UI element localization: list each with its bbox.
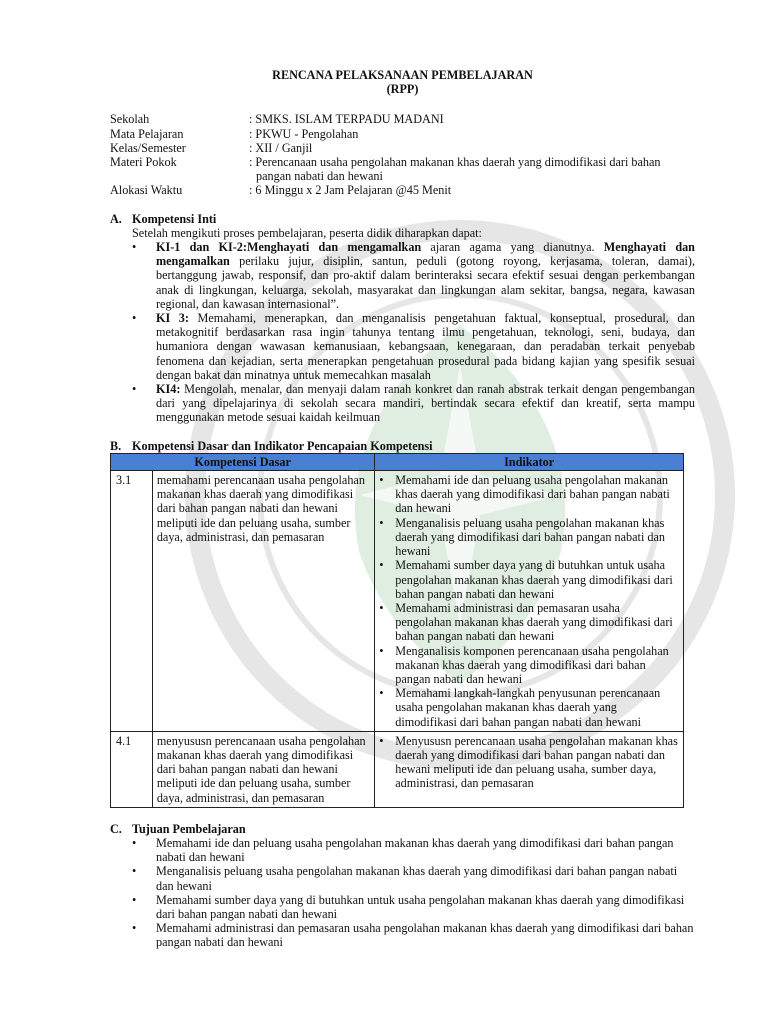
info-value: : 6 Minggu x 2 Jam Pelajaran @45 Menit xyxy=(249,183,452,198)
section-title: Kompetensi Inti xyxy=(132,211,217,226)
info-value: : PKWU - Pengolahan xyxy=(249,126,359,141)
section-b-heading xyxy=(110,439,695,453)
ki-list xyxy=(110,240,695,425)
table-header-row xyxy=(111,453,684,470)
section-letter: B. xyxy=(110,438,122,453)
kd-text: memahami perencanaan usaha pengolahan makanan khas daerah yang dimodifikasi dari bahan pangan nabati dan hewani meliputi ide dan peluang usaha, sumber daya, administrasi, dan pemasaran xyxy=(152,471,374,732)
bullet-icon: • xyxy=(132,311,137,326)
ki-lead: KI 3: xyxy=(156,311,189,326)
indicator-text: Memahami sumber daya yang di butuhkan untuk usaha pengolahan makanan khas daerah yang dimodifikasi dari bahan pangan nabati dan hewani xyxy=(395,558,673,601)
list-item xyxy=(379,644,679,687)
objective-text: Memahami ide dan peluang usaha pengolahan makanan khas daerah yang dimodifikasi dari bahan pangan nabati dan hewani xyxy=(156,835,674,865)
section-title: Tujuan Pembelajaran xyxy=(132,821,246,836)
info-key: Sekolah xyxy=(110,112,150,127)
list-item xyxy=(379,601,679,644)
objective-text: Memahami sumber daya yang di butuhkan untuk usaha pengolahan makanan khas daerah yang dimodifikasi dari bahan pangan nabati dan hewani xyxy=(156,892,685,921)
section-title: Kompetensi Dasar dan Indikator Pencapaian Kompetensi xyxy=(132,438,433,453)
indicator-text: Memahami ide dan peluang usaha pengolahan makanan khas daerah yang dimodifikasi dari bahan pangan nabati dan hewani xyxy=(395,473,670,516)
info-row xyxy=(110,127,695,141)
info-value: : XII / Ganjil xyxy=(249,140,313,155)
document-subtitle: (RPP) xyxy=(386,82,419,97)
list-item xyxy=(132,382,695,425)
info-key: Materi Pokok xyxy=(110,155,177,170)
bullet-icon: • xyxy=(132,892,137,907)
indicator-list xyxy=(379,473,679,729)
list-item xyxy=(132,311,695,382)
indicator-text: Memahami administrasi dan pemasaran usaha pengolahan makanan khas daerah yang dimodifikasi dari bahan pangan nabati dan hewani xyxy=(395,600,673,644)
identity-block xyxy=(110,112,695,197)
section-a-heading xyxy=(110,212,695,226)
indicator-list xyxy=(379,734,679,791)
bullet-icon: • xyxy=(379,733,384,748)
section-c-heading xyxy=(110,822,695,836)
list-item xyxy=(132,864,695,892)
indicator-text: Menyususn perencanaan usaha pengolahan makanan khas daerah yang dimodifikasi dari bahan pangan nabati dan hewani meliputi ide dan peluang usaha, sumber daya, administrasi, dan pemasaran xyxy=(395,733,678,791)
list-item xyxy=(132,921,695,949)
bullet-icon: • xyxy=(379,686,384,701)
info-key: Mata Pelajaran xyxy=(110,126,184,141)
indicator-text: Menganalisis peluang usaha pengolahan makanan khas daerah yang dimodifikasi dari bahan pangan nabati dan hewani xyxy=(395,515,665,559)
objective-text: Memahami administrasi dan pemasaran usaha pengolahan makanan khas daerah yang dimodifikasi dari bahan pangan nabati dan hewani xyxy=(156,921,694,950)
indicator-cell xyxy=(375,471,684,732)
objective-list xyxy=(110,836,695,950)
competency-table xyxy=(110,453,684,808)
info-key: Kelas/Semester xyxy=(110,140,186,155)
info-value: : Perencanaan usaha pengolahan makanan khas daerah yang dimodifikasi dari bahan pangan nabati dan hewani xyxy=(249,155,661,184)
info-key: Alokasi Waktu xyxy=(110,183,183,198)
ki-text: Mengolah, menalar, dan menyaji dalam ranah konkret dan ranah abstrak terkait dengan pengembangan dari yang dipelajarinya di sekolah secara mandiri, bertindak secara efektif dan kreatif, serta mampu menggunakan metode sesuai kaidah keilmuan xyxy=(156,382,695,425)
bullet-icon: • xyxy=(379,643,384,658)
ki-emphasis: Menghayati dan mengamalkan xyxy=(156,240,695,269)
section-letter: A. xyxy=(110,211,122,226)
ki-text: ajaran agama yang dianutnya. xyxy=(421,240,604,255)
ki-text: Memahami, menerapkan, dan menganalisis pengetahuan faktual, konseptual, prosedural, dan metakognitif berdasarkan rasa ingin tahunya tentang ilmu pengetahuan, teknologi, seni, budaya, dan humaniora dengan wawasan kemanusiaan, kebangsaan, kenegaraan, dan peradaban terkait penyebab fenomena dan kejadian, serta menerapkan pengetahuan prosedural pada bidang kajian yang spesifik sesuai dengan bakat dan minatnya untuk memecahkan masalah xyxy=(156,311,695,382)
bullet-icon: • xyxy=(132,382,137,397)
info-value: : SMKS. ISLAM TERPADU MADANI xyxy=(249,112,444,127)
list-item xyxy=(379,734,679,791)
list-item xyxy=(379,473,679,516)
indicator-text: Menganalisis komponen perencanaan usaha pengolahan makanan khas daerah yang dimodifikasi dari bahan pangan nabati dan hewani xyxy=(395,643,669,686)
document-body xyxy=(110,68,695,950)
ki-lead: KI4: xyxy=(156,382,181,397)
section-letter: C. xyxy=(110,821,122,836)
table-row xyxy=(111,471,684,732)
kd-number: 3.1 xyxy=(111,471,153,732)
document-title: RENCANA PELAKSANAAN PEMBELAJARAN xyxy=(272,68,533,82)
info-row xyxy=(110,141,695,155)
list-item xyxy=(132,836,695,864)
table-row xyxy=(111,731,684,807)
kd-number: 4.1 xyxy=(111,731,153,807)
section-a-intro: Setelah mengikuti proses pembelajaran, peserta didik diharapkan dapat: xyxy=(132,225,482,240)
info-row xyxy=(110,183,695,197)
indicator-cell xyxy=(375,731,684,807)
bullet-icon: • xyxy=(132,835,137,850)
list-item xyxy=(379,516,679,559)
ki-lead: KI-1 dan KI-2:Menghayati dan mengamalkan xyxy=(156,240,422,255)
kd-text: menyususn perencanaan usaha pengolahan makanan khas daerah yang dimodifikasi dari bahan pangan nabati dan hewani meliputi ide dan peluang usaha, sumber daya, administrasi, dan pemasaran xyxy=(152,731,374,807)
list-item xyxy=(132,240,695,311)
bullet-icon: • xyxy=(379,515,384,530)
ki-text: perilaku jujur, disiplin, santun, peduli (gotong royong, kerjasama, toleran, damai), bertanggung jawab, responsif, dan pro-aktif dalam berinteraksi secara efektif sesuai dengan perkembangan anak di lingkungan, keluarga, sekolah, masyarakat dan lingkungan alam sekitar, bangsa, negara, kawasan regional, dan kawasan internasional”. xyxy=(156,254,695,311)
bullet-icon: • xyxy=(132,864,137,879)
list-item xyxy=(379,558,679,601)
list-item xyxy=(379,686,679,729)
indicator-text: Memahami langkah-langkah penyusunan perencanaan usaha pengolahan makanan khas daerah yang dimodifikasi dari bahan pangan nabati dan hewani xyxy=(395,686,661,729)
column-header-indicator: Indikator xyxy=(375,453,684,470)
column-header-kd: Kompetensi Dasar xyxy=(111,453,375,470)
bullet-icon: • xyxy=(379,600,384,615)
bullet-icon: • xyxy=(132,921,137,936)
bullet-icon: • xyxy=(379,473,384,488)
info-row xyxy=(110,155,695,183)
bullet-icon: • xyxy=(132,240,137,255)
bullet-icon: • xyxy=(379,558,384,573)
list-item xyxy=(132,893,695,921)
info-row xyxy=(110,112,695,126)
objective-text: Menganalisis peluang usaha pengolahan makanan khas daerah yang dimodifikasi dari bahan pangan nabati dan hewani xyxy=(156,864,678,893)
